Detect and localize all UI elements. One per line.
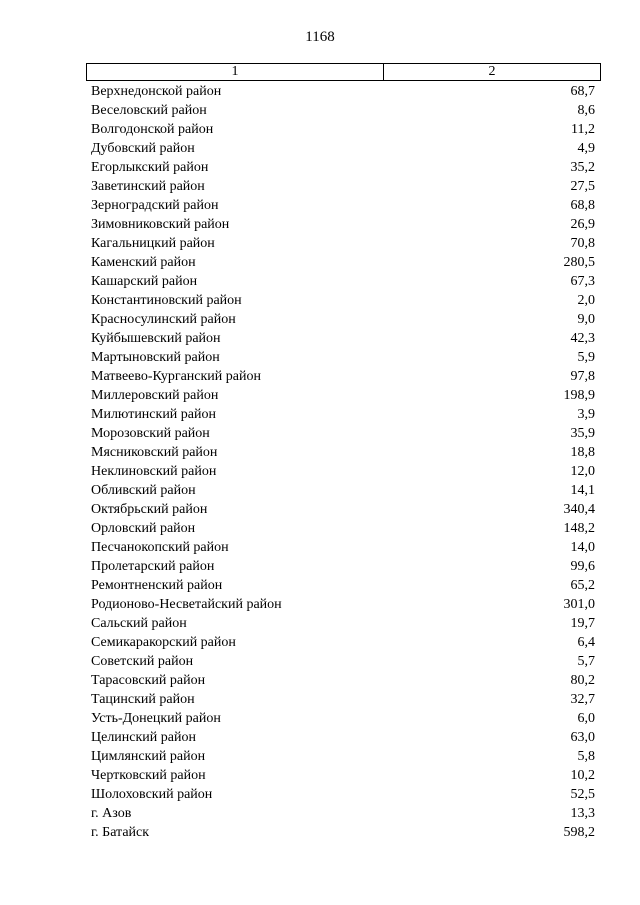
district-name: Сальский район [91, 616, 187, 631]
table-row [86, 177, 601, 196]
district-value: 63,0 [570, 730, 595, 745]
table-row [86, 215, 601, 234]
table-row [86, 196, 601, 215]
district-value: 8,6 [577, 103, 595, 118]
table-row [86, 101, 601, 120]
district-name: Обливский район [91, 483, 196, 498]
district-value: 97,8 [570, 369, 595, 384]
district-name: Октябрьский район [91, 502, 208, 517]
table-body [86, 82, 601, 842]
table-row [86, 728, 601, 747]
table-row [86, 823, 601, 842]
table-row [86, 709, 601, 728]
district-name: Матвеево-Курганский район [91, 369, 261, 384]
district-value: 6,0 [577, 711, 595, 726]
district-name: Тацинский район [91, 692, 195, 707]
table-row [86, 747, 601, 766]
district-value: 148,2 [563, 521, 595, 536]
table-row [86, 272, 601, 291]
table-row [86, 462, 601, 481]
table-row [86, 595, 601, 614]
table-row [86, 690, 601, 709]
district-name: Шолоховский район [91, 787, 213, 802]
table-row [86, 633, 601, 652]
district-name: Мартыновский район [91, 350, 220, 365]
district-value: 42,3 [570, 331, 595, 346]
district-name: Куйбышевский район [91, 331, 221, 346]
table-row [86, 158, 601, 177]
district-value: 35,9 [570, 426, 595, 441]
district-value: 18,8 [570, 445, 595, 460]
table-row [86, 481, 601, 500]
column-header-1: 1 [87, 64, 384, 80]
district-name: Неклиновский район [91, 464, 217, 479]
district-name: Советский район [91, 654, 194, 669]
district-value: 10,2 [570, 768, 595, 783]
table-row [86, 443, 601, 462]
district-name: Орловский район [91, 521, 196, 536]
district-name: Чертковский район [91, 768, 206, 783]
district-value: 14,1 [570, 483, 595, 498]
district-value: 5,7 [577, 654, 595, 669]
district-value: 67,3 [570, 274, 595, 289]
district-name: Цимлянский район [91, 749, 206, 764]
district-value: 9,0 [577, 312, 595, 327]
district-name: Егорлыкский район [91, 160, 209, 175]
district-name: Дубовский район [91, 141, 195, 156]
table-header [86, 63, 601, 81]
district-value: 198,9 [563, 388, 595, 403]
district-name: Каменский район [91, 255, 196, 270]
district-name: Волгодонской район [91, 122, 214, 137]
table-row [86, 329, 601, 348]
district-value: 70,8 [570, 236, 595, 251]
column-header-2: 2 [488, 64, 496, 79]
district-value: 68,7 [570, 84, 595, 99]
table-row [86, 671, 601, 690]
district-value: 598,2 [563, 825, 595, 840]
district-value: 2,0 [577, 293, 595, 308]
table-row [86, 614, 601, 633]
page-number: 1168 [305, 29, 335, 45]
district-name: г. Азов [91, 806, 132, 821]
table-row [86, 500, 601, 519]
table-row [86, 234, 601, 253]
district-name: Ремонтненский район [91, 578, 223, 593]
district-value: 26,9 [570, 217, 595, 232]
district-value: 301,0 [563, 597, 595, 612]
table-row [86, 253, 601, 272]
table-row [86, 367, 601, 386]
district-value: 340,4 [563, 502, 595, 517]
district-name: Зимовниковский район [91, 217, 230, 232]
table-row [86, 82, 601, 101]
district-name: Зерноградский район [91, 198, 219, 213]
district-value: 6,4 [577, 635, 595, 650]
district-value: 19,7 [570, 616, 595, 631]
table-row [86, 576, 601, 595]
district-value: 280,5 [563, 255, 595, 270]
table-row [86, 519, 601, 538]
district-name: Милютинский район [91, 407, 217, 422]
table-row [86, 386, 601, 405]
table-row [86, 785, 601, 804]
district-name: Заветинский район [91, 179, 205, 194]
district-name: Мясниковский район [91, 445, 218, 460]
table-row [86, 804, 601, 823]
district-name: Песчанокопский район [91, 540, 229, 555]
district-value: 65,2 [570, 578, 595, 593]
table-row [86, 538, 601, 557]
district-value: 27,5 [570, 179, 595, 194]
district-name: Кагальницкий район [91, 236, 215, 251]
district-name: Родионово-Несветайский район [91, 597, 282, 612]
table-row [86, 348, 601, 367]
table-row [86, 652, 601, 671]
district-value: 68,8 [570, 198, 595, 213]
district-name: Усть-Донецкий район [91, 711, 221, 726]
district-value: 5,8 [577, 749, 595, 764]
table-row [86, 310, 601, 329]
table-row [86, 120, 601, 139]
district-value: 3,9 [577, 407, 595, 422]
district-name: Миллеровский район [91, 388, 219, 403]
district-value: 14,0 [570, 540, 595, 555]
district-name: Тарасовский район [91, 673, 206, 688]
district-name: Целинский район [91, 730, 196, 745]
district-value: 11,2 [571, 122, 595, 137]
district-value: 4,9 [577, 141, 595, 156]
table-row [86, 766, 601, 785]
district-value: 32,7 [570, 692, 595, 707]
district-value: 52,5 [570, 787, 595, 802]
district-name: Кашарский район [91, 274, 198, 289]
district-name: Веселовский район [91, 103, 207, 118]
table-row [86, 424, 601, 443]
district-name: Пролетарский район [91, 559, 215, 574]
district-name: Константиновский район [91, 293, 242, 308]
district-name: Верхнедонской район [91, 84, 222, 99]
table-row [86, 291, 601, 310]
district-value: 80,2 [570, 673, 595, 688]
district-name: Красносулинский район [91, 312, 236, 327]
district-name: Морозовский район [91, 426, 210, 441]
district-name: Семикаракорский район [91, 635, 236, 650]
district-value: 35,2 [570, 160, 595, 175]
district-value: 99,6 [570, 559, 595, 574]
table-row [86, 405, 601, 424]
data-table [86, 63, 601, 842]
table-row [86, 557, 601, 576]
district-value: 13,3 [570, 806, 595, 821]
district-value: 12,0 [570, 464, 595, 479]
district-value: 5,9 [577, 350, 595, 365]
district-name: г. Батайск [91, 825, 150, 840]
table-row [86, 139, 601, 158]
